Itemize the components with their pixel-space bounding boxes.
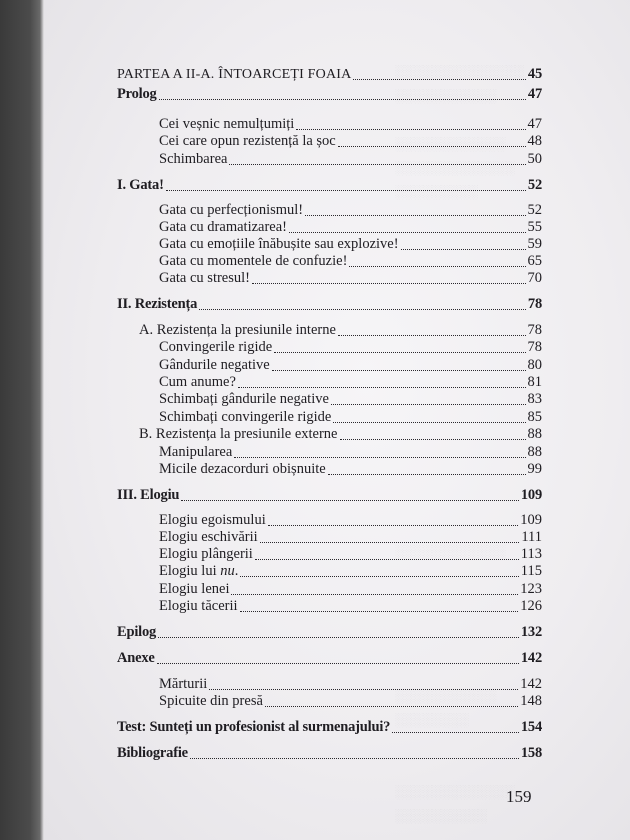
toc-entry-convingerile-rigide (117, 339, 542, 356)
toc-entry-page: 70 (527, 270, 542, 286)
toc-entry-elogiu (117, 487, 542, 504)
toc-entry-title: Cei care opun rezistență la șoc (159, 133, 336, 149)
toc-entry-epilog (117, 624, 542, 641)
dot-leader (260, 542, 520, 543)
toc-entry-title: Elogiu lenei (159, 581, 230, 597)
toc-entry-schimbati-convingerile (117, 409, 542, 426)
dot-leader (255, 559, 519, 560)
page-number: 159 (506, 787, 532, 806)
dot-leader (231, 594, 518, 595)
toc-entry-page: 78 (527, 296, 542, 312)
toc-entry-page: 123 (520, 581, 542, 597)
toc-entry-marturii (117, 676, 542, 693)
toc-entry-page: 109 (520, 512, 542, 528)
toc-entry-title: Gata cu dramatizarea! (159, 219, 287, 235)
toc-entry-title: Gândurile negative (159, 357, 270, 373)
toc-entry-gata-cu-momentele (117, 253, 542, 270)
toc-entry-title: Schimbarea (159, 151, 228, 167)
toc-entry-gata-cu-dramatizarea (117, 219, 542, 236)
toc-entry-test (117, 719, 542, 736)
dot-leader (274, 352, 525, 353)
dot-leader (181, 500, 519, 501)
toc-entry-page: 47 (527, 116, 542, 132)
toc-entry-title-part: . (234, 563, 239, 579)
toc-entry-page: 115 (520, 563, 542, 579)
dot-leader (328, 474, 526, 475)
toc-entry-page: 65 (527, 253, 542, 269)
toc-entry-title: Schimbați gândurile negative (159, 391, 329, 407)
dot-leader (158, 637, 519, 638)
toc-entry-elogiu-plangerii (117, 546, 542, 563)
toc-entry-partea-a-ii-a (117, 66, 542, 83)
toc-entry-page: 59 (527, 236, 542, 252)
dot-leader (252, 283, 526, 284)
toc-entry-page: 113 (520, 546, 542, 562)
toc-entry-page: 142 (520, 650, 542, 666)
toc-entry-title: Spicuite din presă (159, 693, 263, 709)
toc-entry-page: 142 (520, 676, 542, 692)
toc-entry-title: Anexe (117, 650, 155, 666)
toc-entry-title: III. Elogiu (117, 487, 180, 503)
toc-entry-title: PARTEA A II-A. ÎNTOARCEȚI FOAIA (117, 67, 352, 82)
toc-entry-page: 148 (520, 693, 542, 709)
dot-leader (229, 164, 525, 165)
table-of-contents (117, 0, 542, 800)
toc-entry-cei-vesnic-nemultumiti (117, 116, 542, 133)
toc-entry-title: Bibliografie (117, 745, 188, 761)
toc-entry-page: 45 (527, 66, 542, 82)
toc-entry-title: Prolog (117, 86, 157, 102)
toc-entry-title: Gata cu perfecționismul! (159, 202, 304, 218)
toc-entry-page: 99 (527, 461, 542, 477)
dot-leader (305, 215, 525, 216)
dot-leader (190, 758, 519, 759)
toc-entry-rezistenta-presiuni-interne (117, 322, 542, 339)
toc-entry-cum-anume (117, 374, 542, 391)
toc-entry-schimbarea (117, 151, 542, 168)
toc-entry-gata (117, 177, 542, 194)
dot-leader (159, 99, 526, 100)
toc-entry-title: Gata cu stresul! (159, 270, 250, 286)
toc-entry-cei-care-opun-rezistenta (117, 133, 542, 150)
toc-entry-rezistenta-presiuni-externe (117, 426, 542, 443)
toc-entry-page: 80 (527, 357, 542, 373)
toc-entry-title: Mărturii (159, 676, 208, 692)
dot-leader (392, 732, 519, 733)
toc-entry-page: 78 (527, 339, 542, 355)
dot-leader (289, 232, 526, 233)
toc-entry-title: Test: Sunteți un profesionist al surmenajului? (117, 719, 391, 735)
toc-entry-title (159, 563, 238, 580)
toc-entry-page: 81 (527, 374, 542, 390)
toc-entry-title: Elogiu eschivării (159, 529, 258, 545)
toc-entry-title: Schimbați convingerile rigide (159, 409, 332, 425)
dot-leader (209, 689, 518, 690)
toc-entry-page: 88 (527, 444, 542, 460)
toc-entry-page: 52 (527, 177, 542, 193)
toc-entry-title: Elogiu tăcerii (159, 598, 238, 614)
toc-entry-gata-cu-perfectionismul (117, 202, 542, 219)
toc-entry-title: Convingerile rigide (159, 339, 273, 355)
toc-entry-page: 50 (527, 151, 542, 167)
toc-entry-page: 132 (520, 624, 542, 640)
toc-entry-title: Elogiu plângerii (159, 546, 253, 562)
toc-entry-gata-cu-stresul (117, 270, 542, 287)
toc-entry-title-emphasis: nu (220, 563, 235, 579)
toc-entry-elogiu-lui-nu (117, 563, 542, 580)
toc-entry-anexe (117, 650, 542, 667)
dot-leader (338, 335, 526, 336)
toc-entry-page: 48 (527, 133, 542, 149)
toc-entry-page: 109 (520, 487, 542, 503)
dot-leader (333, 422, 525, 423)
toc-entry-title: Gata cu emoțiile înăbușite sau explozive! (159, 236, 399, 252)
toc-entry-elogiu-egoismului (117, 512, 542, 529)
dot-leader (199, 309, 526, 310)
dot-leader (349, 266, 525, 267)
toc-entry-gata-cu-emotiile (117, 236, 542, 253)
toc-entry-title: Epilog (117, 624, 157, 640)
toc-entry-gandurile-negative (117, 357, 542, 374)
dot-leader (268, 525, 519, 526)
toc-entry-page: 83 (527, 391, 542, 407)
dot-leader (157, 663, 519, 664)
toc-entry-title: A. Rezistența la presiunile interne (139, 322, 336, 338)
toc-entry-page: 47 (527, 86, 542, 102)
toc-entry-page: 52 (527, 202, 542, 218)
dot-leader (240, 611, 519, 612)
toc-entry-page: 78 (527, 322, 542, 338)
toc-entry-page: 85 (527, 409, 542, 425)
toc-entry-title: II. Rezistența (117, 296, 198, 312)
toc-entry-page: 111 (521, 529, 542, 545)
toc-entry-title: Gata cu momentele de confuzie! (159, 253, 348, 269)
toc-entry-page: 88 (527, 426, 542, 442)
dot-leader (353, 79, 525, 80)
toc-entry-rezistenta (117, 296, 542, 313)
toc-entry-page: 154 (520, 719, 542, 735)
dot-leader (296, 129, 525, 130)
toc-entry-title: Cum anume? (159, 374, 236, 390)
toc-entry-title: B. Rezistența la presiunile externe (139, 426, 338, 442)
dot-leader (238, 387, 526, 388)
toc-entry-title: Manipularea (159, 444, 233, 460)
toc-entry-title-part: Elogiu lui (159, 563, 221, 579)
toc-entry-page: 126 (520, 598, 542, 614)
dot-leader (166, 190, 526, 191)
toc-entry-manipularea (117, 444, 542, 461)
dot-leader (240, 576, 518, 577)
toc-entry-page: 55 (527, 219, 542, 235)
dot-leader (234, 457, 525, 458)
toc-entry-title: Elogiu egoismului (159, 512, 266, 528)
toc-entry-elogiu-eschivarii (117, 529, 542, 546)
toc-entry-bibliografie (117, 745, 542, 762)
dot-leader (265, 706, 518, 707)
toc-entry-title: Micile dezacorduri obișnuite (159, 461, 326, 477)
toc-entry-schimbati-gandurile (117, 391, 542, 408)
toc-entry-page: 158 (520, 745, 542, 761)
toc-entry-title: I. Gata! (117, 177, 164, 193)
dot-leader (331, 404, 526, 405)
toc-entry-elogiu-lenei (117, 581, 542, 598)
toc-entry-spicuite-din-presa (117, 693, 542, 710)
dot-leader (401, 249, 526, 250)
dot-leader (338, 146, 526, 147)
toc-entry-title: Cei veșnic nemulțumiți (159, 116, 295, 132)
toc-entry-prolog (117, 86, 542, 103)
toc-entry-micile-dezacorduri (117, 461, 542, 478)
dot-leader (272, 370, 526, 371)
toc-entry-elogiu-tacerii (117, 598, 542, 615)
dot-leader (340, 439, 526, 440)
